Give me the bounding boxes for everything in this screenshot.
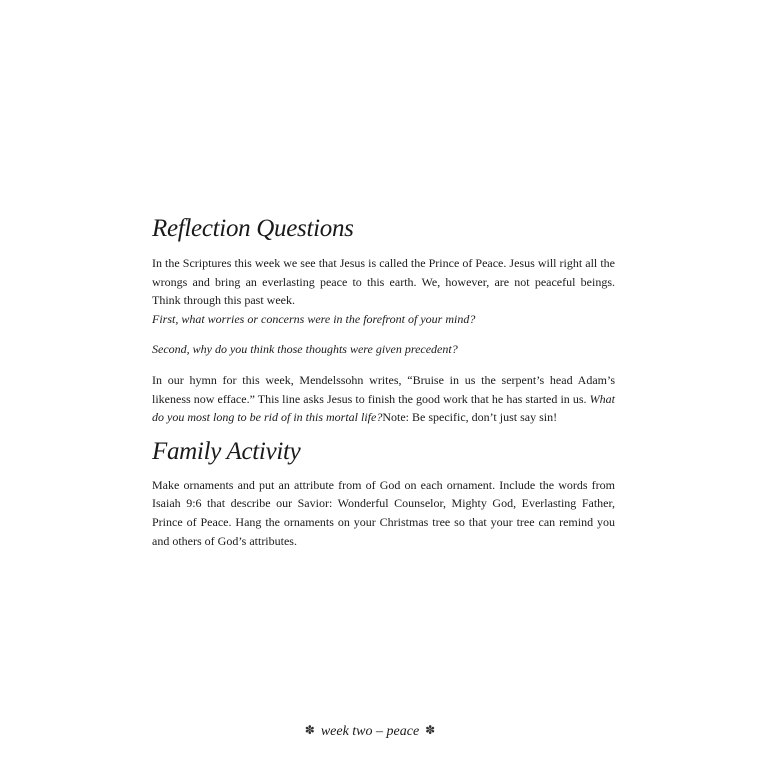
- reflection-hymn-paragraph: [152, 371, 615, 427]
- reflection-hymn-question: What do you most long to be rid of in this mortal life?: [152, 391, 615, 425]
- reflection-heading: Reflection Questions: [152, 215, 354, 242]
- page-content: [152, 214, 615, 550]
- reflection-intro-text: In the Scriptures this week we see that Jesus is called the Prince of Peace. Jesus will right all the wrongs and bring an everlasting peace to this earth. We, however, are not peaceful beings. Think through this past week.: [152, 256, 615, 308]
- reflection-hymn-note: Note: Be specific, don’t just say sin!: [382, 410, 558, 425]
- family-activity-paragraph: Make ornaments and put an attribute from of God on each ornament. Include the words from Isaiah 9:6 that describe our Savior: Wonderful Counselor, Mighty God, Everlasting Father, Prince of Peace. Hang the ornaments on your Christmas tree so that your tree can remind you and others of God’s attributes.: [152, 477, 615, 548]
- page-footer: [0, 720, 740, 742]
- reflection-question-second-paragraph: [152, 340, 615, 359]
- footer-text: week two – peace: [320, 724, 420, 739]
- flower-ornament-icon: ✽: [304, 723, 315, 737]
- reflection-question-first: First, what worries or concerns were in the forefront of your mind?: [152, 311, 476, 326]
- reflection-question-second: Second, why do you think those thoughts were given precedent?: [152, 342, 458, 357]
- family-activity-heading: Family Activity: [152, 437, 301, 465]
- reflection-intro-paragraph: [152, 254, 615, 328]
- flower-ornament-icon: ✽: [425, 723, 436, 737]
- reflection-hymn-text: In our hymn for this week, Mendelssohn writes, “Bruise in us the serpent’s head Adam’s likeness now efface.” This line asks Jesus to finish the good work that he has started in us.: [152, 372, 615, 406]
